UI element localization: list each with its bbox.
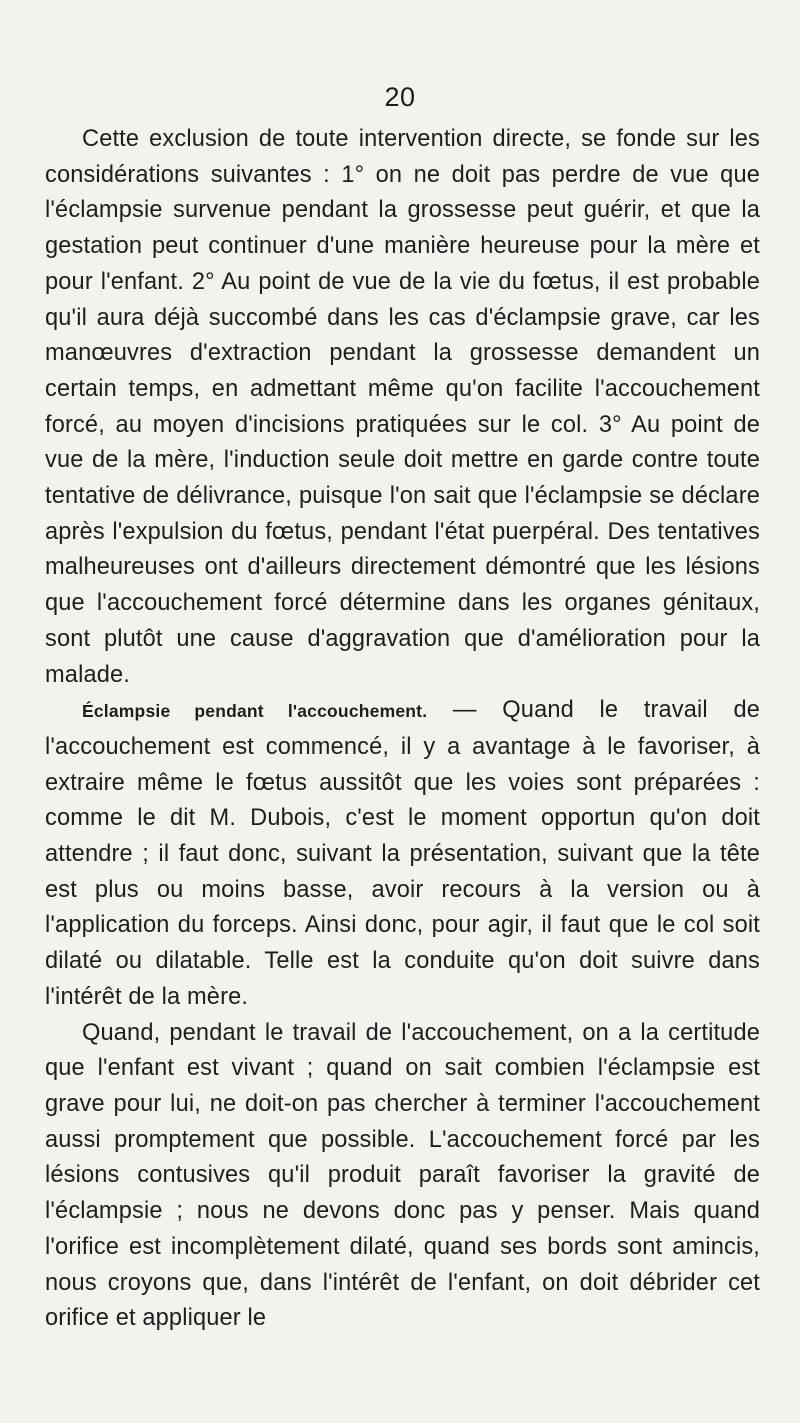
paragraph-2-text: — Quand le travail de l'accouchement est commencé, il y a avantage à le favoriser, à extraire même le fœtus aussitôt que les voies sont préparées : comme le dit M. Dubois, c'est le moment opportun qu'on doit attendre ; il faut donc, suivant la présentation, suivant que la tête est plus ou moins basse, avoir recours à la version ou à l'application du forceps. Ainsi donc, pour agir, il faut que le col soit dilaté ou dilatable. Telle est la conduite qu'on doit suivre dans l'intérêt de la mère. (45, 697, 760, 1010)
paragraph-1: Cette exclusion de toute intervention directe, se fonde sur les considérations suivantes : 1° on ne doit pas perdre de vue que l'éclampsie survenue pendant la grossesse peut guérir, et que la gestation peut continuer d'une manière heureuse pour la mère et pour l'enfant. 2° Au point de vue de la vie du fœtus, il est probable qu'il aura déjà succombé dans les cas d'éclampsie grave, car les manœuvres d'extraction pendant la grossesse demandent un certain temps, en admettant même qu'on facilite l'accouchement forcé, au moyen d'incisions pratiquées sur le col. 3° Au point de vue de la mère, l'induction seule doit mettre en garde contre toute tentative de délivrance, puisque l'on sait que l'éclampsie se déclare après l'expulsion du fœtus, pendant l'état puerpéral. Des tentatives malheureuses ont d'ailleurs directement démontré que les lésions que l'accouchement forcé détermine dans les organes génitaux, sont plutôt une cause d'aggravation que d'amélioration pour la malade. (45, 126, 760, 688)
body-text (45, 122, 760, 1337)
page-number: 20 (384, 82, 416, 112)
paragraph-2 (45, 693, 760, 1015)
section-heading: Éclampsie pendant l'accouchement. (82, 701, 428, 722)
paragraph-3: Quand, pendant le travail de l'accouchement, on a la certitude que l'enfant est vivant ; quand on sait combien l'éclampsie est grave pour lui, ne doit-on pas chercher à terminer l'accouchement aussi promptement que possible. L'accouchement forcé par les lésions contusives qu'il produit paraît favoriser la gravité de l'éclampsie ; nous ne devons donc pas y penser. Mais quand l'orifice est incomplètement dilaté, quand ses bords sont amincis, nous croyons que, dans l'intérêt de l'enfant, on doit débrider cet orifice et appliquer le (45, 1019, 760, 1332)
